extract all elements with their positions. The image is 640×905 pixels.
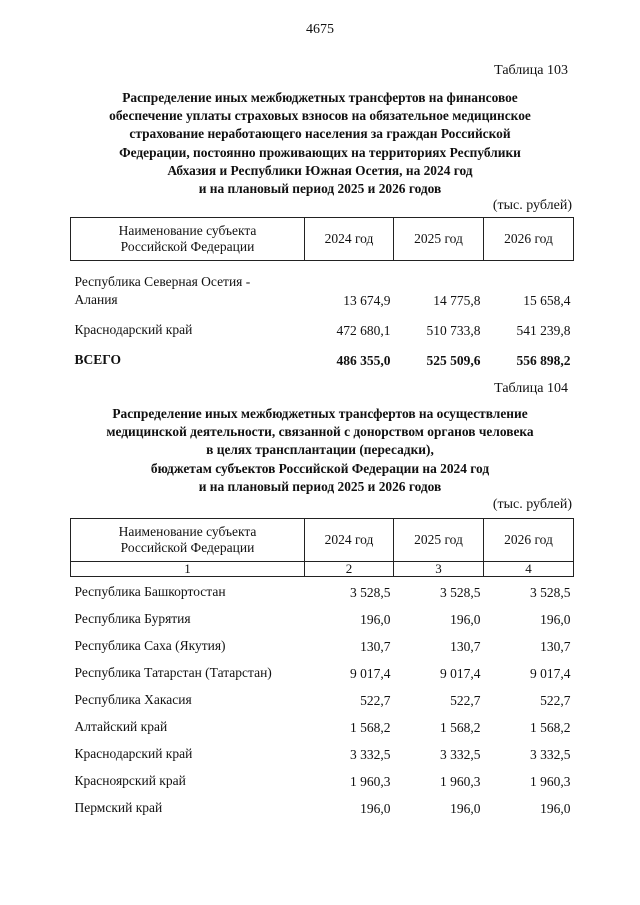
row-value-2026: 1 568,2 xyxy=(530,719,571,735)
title-line: бюджетам субъектов Российской Федерации на 2024 год xyxy=(150,460,490,476)
row-value-2026: 196,0 xyxy=(540,800,571,816)
row-value-2026: 9 017,4 xyxy=(530,665,571,681)
column-number: 3 xyxy=(394,562,484,577)
row-value-2025: 130,7 xyxy=(450,638,481,654)
row-subject: Краснодарский край xyxy=(74,745,193,761)
row-value-2024: 472 680,1 xyxy=(336,322,391,338)
row-value-2024: 1 568,2 xyxy=(350,719,391,735)
table-row xyxy=(71,261,574,309)
row-value-2026: 196,0 xyxy=(540,611,571,627)
header-2026: 2026 год xyxy=(484,218,574,261)
title-line: Абхазия и Республики Южная Осетия, на 2024 год xyxy=(167,162,473,178)
row-value-2024: 3 528,5 xyxy=(350,584,391,600)
header-subject-line: Наименование субъекта xyxy=(118,223,257,238)
table-row xyxy=(71,577,574,601)
title-line: и на плановый период 2025 и 2026 годов xyxy=(198,181,442,197)
row-value-2024: 130,7 xyxy=(360,638,391,654)
header-subject-line: Наименование субъекта xyxy=(118,524,257,539)
row-value-2025: 196,0 xyxy=(450,800,481,816)
row-value-2025: 14 775,8 xyxy=(433,292,481,308)
row-subject: Республика Татарстан (Татарстан) xyxy=(74,664,272,680)
row-value-2024: 3 332,5 xyxy=(350,746,391,762)
total-label: ВСЕГО xyxy=(74,351,122,367)
title-line: Распределение иных межбюджетных трансфертов на финансовое xyxy=(122,90,518,105)
row-value-2026: 15 658,4 xyxy=(523,292,571,308)
header-subject xyxy=(71,519,305,562)
table-row xyxy=(71,682,574,709)
column-number: 2 xyxy=(305,562,394,577)
row-value-2025: 3 528,5 xyxy=(440,584,481,600)
table-row xyxy=(71,736,574,763)
total-row xyxy=(71,339,574,369)
table-row xyxy=(71,628,574,655)
row-subject-line: Республика Северная Осетия - xyxy=(74,273,251,289)
row-value-2024: 196,0 xyxy=(360,611,391,627)
row-value-2024: 9 017,4 xyxy=(350,665,391,681)
total-value-2024: 486 355,0 xyxy=(336,352,391,368)
row-subject xyxy=(71,261,305,309)
row-value-2026: 130,7 xyxy=(540,638,571,654)
row-value-2025: 9 017,4 xyxy=(440,665,481,681)
row-value-2024: 522,7 xyxy=(360,692,391,708)
row-value-2026: 522,7 xyxy=(540,692,571,708)
row-value-2026: 3 332,5 xyxy=(530,746,571,762)
header-subject-line: Российской Федерации xyxy=(120,239,255,254)
table-103-units: (тыс. рублей) xyxy=(492,198,572,213)
table-row xyxy=(71,655,574,682)
title-line: Распределение иных межбюджетных трансфертов на осуществление xyxy=(112,406,528,421)
row-subject-line: Алания xyxy=(74,291,118,307)
table-104-units: (тыс. рублей) xyxy=(492,497,572,512)
row-subject: Республика Саха (Якутия) xyxy=(74,637,226,653)
table-104-title xyxy=(70,405,570,496)
table-row xyxy=(71,709,574,736)
row-subject: Краснодарский край xyxy=(74,321,193,337)
table-row xyxy=(71,601,574,628)
row-subject: Республика Башкортостан xyxy=(74,583,226,599)
row-value-2024: 196,0 xyxy=(360,800,391,816)
title-line: страхование неработающего населения за граждан Российской xyxy=(129,126,511,142)
header-2024: 2024 год xyxy=(305,519,394,562)
header-2024: 2024 год xyxy=(305,218,394,261)
title-line: Федерации, постоянно проживающих на территориях Республики xyxy=(119,144,521,160)
column-number: 1 xyxy=(71,562,305,577)
row-subject: Красноярский край xyxy=(74,772,186,788)
row-value-2024: 13 674,9 xyxy=(343,292,391,308)
row-subject: Пермский край xyxy=(74,799,163,815)
row-value-2025: 1 960,3 xyxy=(440,773,481,789)
table-row xyxy=(71,790,574,817)
table-104 xyxy=(70,518,574,817)
title-line: обеспечение уплаты страховых взносов на обязательное медицинское xyxy=(109,108,531,124)
row-subject: Алтайский край xyxy=(74,718,168,734)
table-row xyxy=(71,309,574,339)
table-103 xyxy=(70,217,574,369)
title-line: в целях трансплантации (пересадки), xyxy=(206,442,434,458)
header-2026: 2026 год xyxy=(484,519,574,562)
header-subject-line: Российской Федерации xyxy=(120,540,255,555)
row-subject: Республика Хакасия xyxy=(74,691,192,707)
total-value-2025: 525 509,6 xyxy=(426,352,481,368)
page-number: 4675 xyxy=(306,22,334,37)
row-value-2025: 510 733,8 xyxy=(426,322,481,338)
table-104-label: Таблица 104 xyxy=(494,381,568,396)
row-subject: Республика Бурятия xyxy=(74,610,191,626)
title-line: и на плановый период 2025 и 2026 годов xyxy=(198,478,442,494)
row-value-2025: 1 568,2 xyxy=(440,719,481,735)
total-value-2026: 556 898,2 xyxy=(516,352,571,368)
header-subject xyxy=(71,218,305,261)
table-row xyxy=(71,763,574,790)
header-2025: 2025 год xyxy=(394,218,484,261)
row-value-2025: 196,0 xyxy=(450,611,481,627)
row-value-2025: 3 332,5 xyxy=(440,746,481,762)
row-value-2024: 1 960,3 xyxy=(350,773,391,789)
row-value-2026: 3 528,5 xyxy=(530,584,571,600)
table-103-label: Таблица 103 xyxy=(494,63,568,78)
row-value-2026: 1 960,3 xyxy=(530,773,571,789)
header-2025: 2025 год xyxy=(394,519,484,562)
row-value-2026: 541 239,8 xyxy=(516,322,571,338)
table-103-title xyxy=(70,89,570,198)
column-number: 4 xyxy=(484,562,574,577)
row-value-2025: 522,7 xyxy=(450,692,481,708)
title-line: медицинской деятельности, связанной с донорством органов человека xyxy=(106,424,534,440)
